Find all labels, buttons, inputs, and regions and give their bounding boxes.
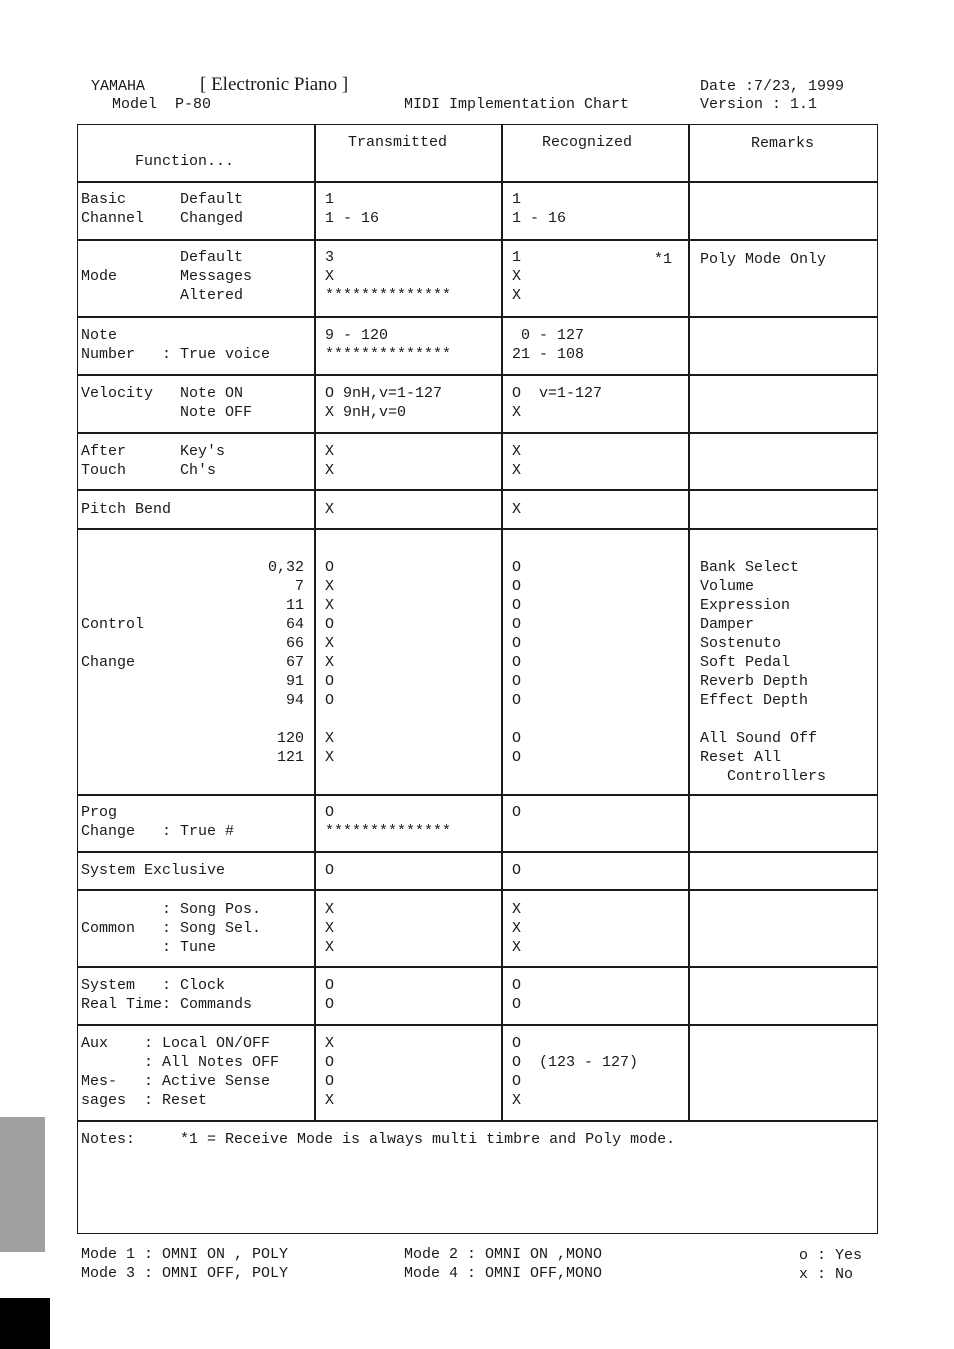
row-divider — [77, 889, 878, 891]
system-exclusive-function: System Exclusive — [81, 862, 226, 879]
chart-date: Date :7/23, 1999 — [700, 78, 845, 95]
mode-remarks: Poly Mode Only — [700, 251, 827, 268]
mode-footnote-marker: *1 — [654, 251, 673, 268]
chart-notes: Notes: *1 = Receive Mode is always multi timbre and Poly mode. — [81, 1131, 676, 1148]
row-divider — [77, 432, 878, 434]
basic-channel-recognized: 1 1 - 16 — [512, 191, 567, 227]
system-exclusive-transmitted: O — [325, 862, 335, 879]
note-number-recognized: 0 - 127 21 - 108 — [512, 327, 585, 363]
chart-version: Version : 1.1 — [700, 96, 818, 113]
row-divider — [77, 851, 878, 853]
after-touch-recognized: X X — [512, 443, 522, 479]
common-function: : Song Pos. Common : Song Sel. : Tune — [81, 901, 262, 956]
after-touch-transmitted: X X — [325, 443, 335, 479]
mode-function: Default Mode Messages Altered — [81, 249, 253, 304]
column-divider — [501, 124, 503, 1121]
mode-recognized: 1 X X — [512, 249, 522, 304]
note-number-function: Note Number : True voice — [81, 327, 271, 363]
control-change-remarks: Bank Select Volume Expression Damper Sostenuto Soft Pedal Reverb Depth Effect Depth All Sound Off Reset All Controllers — [700, 559, 827, 785]
column-divider — [688, 124, 690, 1121]
column-header-recognized: Recognized — [542, 134, 633, 151]
column-header-transmitted: Transmitted — [348, 134, 448, 151]
velocity-recognized: O v=1-127 X — [512, 385, 603, 421]
mode-3-legend: Mode 3 : OMNI OFF, POLY — [81, 1265, 289, 1282]
after-touch-function: After Key's Touch Ch's — [81, 443, 226, 479]
row-divider — [77, 528, 878, 530]
program-change-function: Prog Change : True # — [81, 804, 235, 840]
page-title: MIDI Implementation Chart — [404, 96, 630, 113]
program-change-recognized: O — [512, 804, 522, 821]
control-change-numbers: 0,32 7 11 64 66 67 91 94 120 121 — [267, 559, 304, 766]
velocity-transmitted: O 9nH,v=1-127 X 9nH,v=0 — [325, 385, 443, 421]
basic-channel-function: Basic Default Channel Changed — [81, 191, 244, 227]
pitch-bend-function: Pitch Bend — [81, 501, 172, 518]
row-divider — [77, 1120, 878, 1122]
control-change-recognized: O O O O O O O O O O — [512, 559, 522, 766]
aux-messages-function: Aux : Local ON/OFF : All Notes OFF Mes- : Active Sense sages : Reset — [81, 1035, 280, 1109]
row-divider — [77, 239, 878, 241]
system-exclusive-recognized: O — [512, 862, 522, 879]
column-header-function: Function... — [135, 153, 235, 170]
aux-messages-recognized: O O (123 - 127) O X — [512, 1035, 639, 1109]
pitch-bend-recognized: X — [512, 501, 522, 518]
real-time-function: System : Clock Real Time: Commands — [81, 977, 253, 1013]
product-type: [ Electronic Piano ] — [200, 74, 349, 95]
note-number-transmitted: 9 - 120 ************** — [325, 327, 452, 363]
row-divider — [77, 489, 878, 491]
common-recognized: X X X — [512, 901, 522, 956]
aux-messages-transmitted: X O O X — [325, 1035, 335, 1109]
mode-4-legend: Mode 4 : OMNI OFF,MONO — [404, 1265, 603, 1282]
page-corner-mark — [0, 1298, 50, 1349]
common-transmitted: X X X — [325, 901, 335, 956]
control-change-function: Control Change — [81, 616, 145, 671]
column-header-remarks: Remarks — [751, 135, 815, 152]
mode-transmitted: 3 X ************** — [325, 249, 452, 304]
pitch-bend-transmitted: X — [325, 501, 335, 518]
no-legend: x : No — [799, 1266, 854, 1283]
page-side-tab — [0, 1117, 45, 1252]
row-divider — [77, 181, 878, 183]
basic-channel-transmitted: 1 1 - 16 — [325, 191, 380, 227]
row-divider — [77, 1024, 878, 1026]
brand-name: YAMAHA — [91, 78, 146, 95]
column-divider — [314, 124, 316, 1121]
row-divider — [77, 966, 878, 968]
mode-1-legend: Mode 1 : OMNI ON , POLY — [81, 1246, 289, 1263]
yes-legend: o : Yes — [799, 1247, 863, 1264]
row-divider — [77, 794, 878, 796]
program-change-transmitted: O ************** — [325, 804, 452, 840]
control-change-transmitted: O X X O X X O O X X — [325, 559, 335, 766]
model-line: Model P-80 — [112, 96, 212, 113]
velocity-function: Velocity Note ON Note OFF — [81, 385, 253, 421]
row-divider — [77, 374, 878, 376]
mode-2-legend: Mode 2 : OMNI ON ,MONO — [404, 1246, 603, 1263]
real-time-transmitted: O O — [325, 977, 335, 1013]
real-time-recognized: O O — [512, 977, 522, 1013]
row-divider — [77, 316, 878, 318]
